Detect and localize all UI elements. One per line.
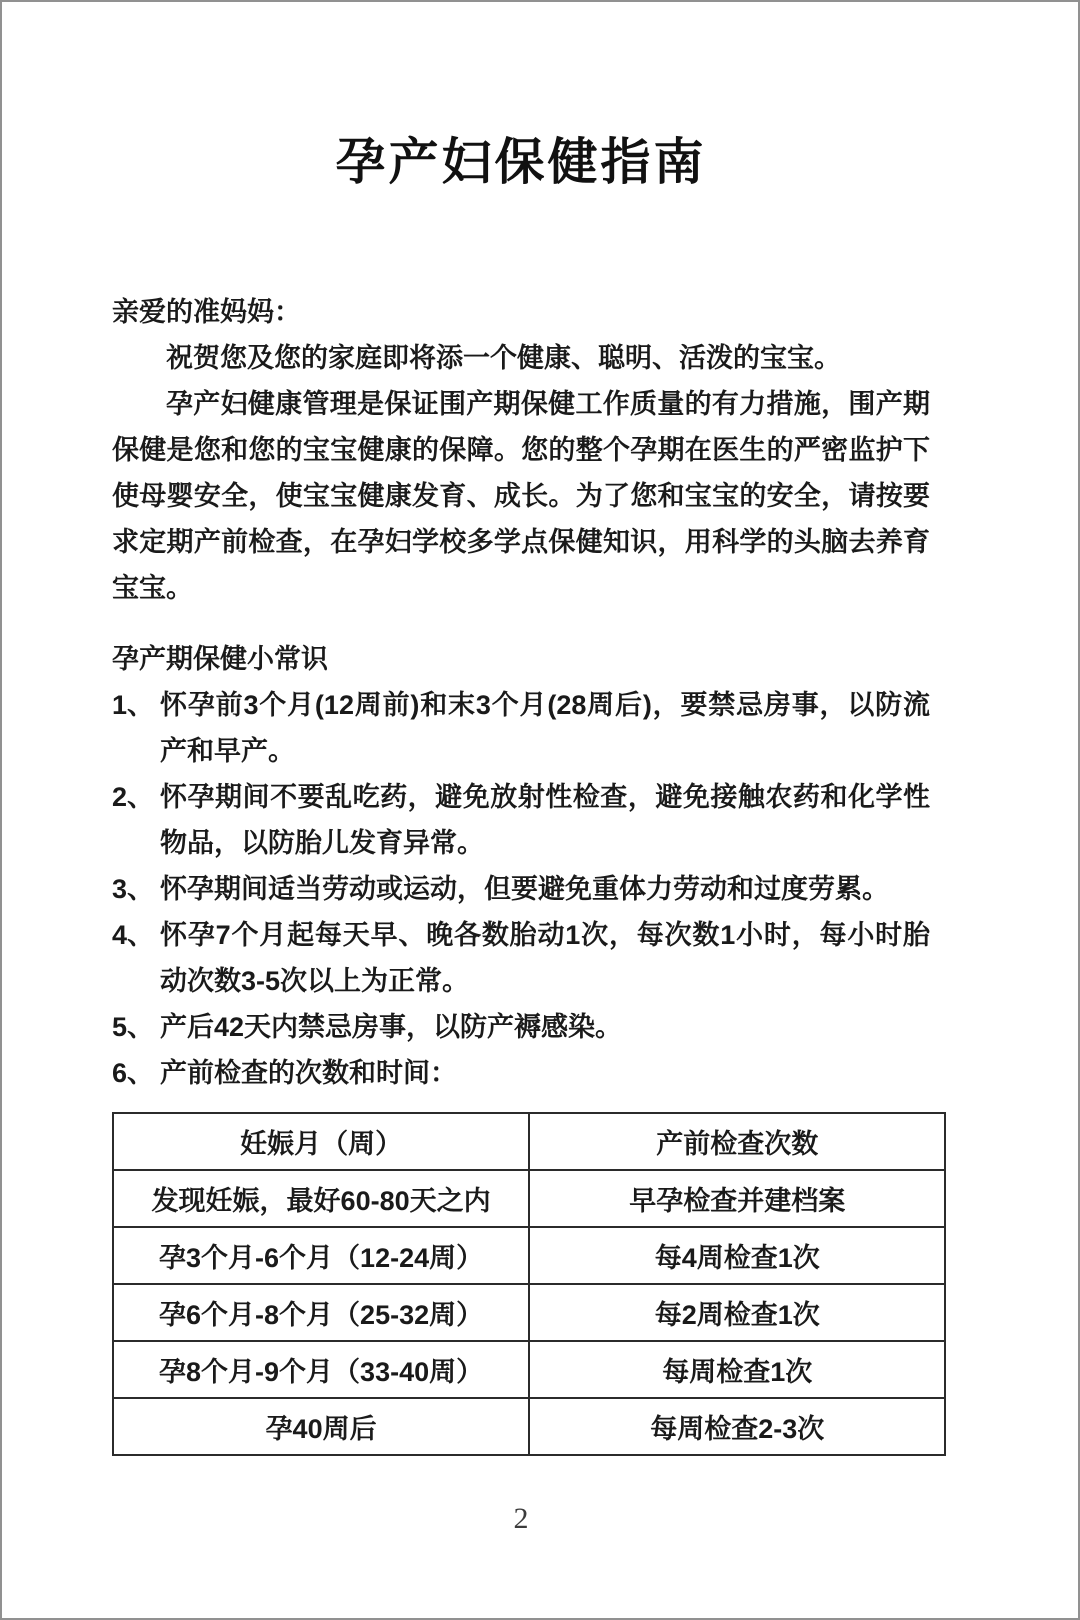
tip-item [112,866,930,912]
table-cell: 每周检查1次 [529,1341,945,1398]
tip-marker: 6、 [112,1058,155,1088]
page-title: 孕产妇保健指南 [335,134,707,190]
table-row [113,1284,945,1341]
table-cell: 孕3个月-6个月（12-24周） [113,1227,529,1284]
tips-list [112,682,930,1096]
table-cell: 每4周检查1次 [529,1227,945,1284]
schedule-table [112,1112,946,1456]
tip-item [112,1004,930,1050]
tip-text: 产前检查的次数和时间： [160,1058,457,1088]
table-header-cell-pregnancy-month: 妊娠月（周） [113,1113,529,1170]
tip-marker: 2、 [112,782,155,812]
table-row [113,1227,945,1284]
table-cell: 每周检查2-3次 [529,1398,945,1455]
tip-text: 产后42天内禁忌房事，以防产褥感染。 [160,1012,623,1042]
table-cell: 孕40周后 [113,1398,529,1455]
page-number: 2 [513,1502,529,1535]
table-header-row [113,1113,945,1170]
tip-text: 怀孕前3个月(12周前)和末3个月(28周后)，要禁忌房事，以防流产和早产。 [160,690,930,766]
salutation: 亲爱的准妈妈： [112,297,301,327]
tip-item [112,912,930,1004]
schedule-table-wrap [112,1112,930,1456]
table-cell: 孕6个月-8个月（25-32周） [113,1284,529,1341]
table-cell: 孕8个月-9个月（33-40周） [113,1341,529,1398]
table-row [113,1341,945,1398]
tips-heading: 孕产期保健小常识 [112,644,328,674]
intro-paragraph-2: 孕产妇健康管理是保证围产期保健工作质量的有力措施，围产期保健是您和您的宝宝健康的保障。您的整个孕期在医生的严密监护下使母婴安全，使宝宝健康发育、成长。为了您和宝宝的安全，请按要求定期产前检查，在孕妇学校多学点保健知识，用科学的头脑去养育宝宝。 [112,389,930,603]
tip-marker: 1、 [112,690,155,720]
tip-marker: 5、 [112,1012,155,1042]
tip-text: 怀孕期间不要乱吃药，避免放射性检查，避免接触农药和化学性物品，以防胎儿发育异常。 [160,782,930,858]
tip-marker: 3、 [112,874,155,904]
intro-paragraph-1: 祝贺您及您的家庭即将添一个健康、聪明、活泼的宝宝。 [166,343,841,373]
tip-item [112,682,930,774]
tip-text: 怀孕期间适当劳动或运动，但要避免重体力劳动和过度劳累。 [160,874,889,904]
tip-text: 怀孕7个月起每天早、晚各数胎动1次，每次数1小时，每小时胎动次数3-5次以上为正常。 [160,920,930,996]
table-cell: 发现妊娠，最好60-80天之内 [113,1170,529,1227]
tip-marker: 4、 [112,920,155,950]
table-row [113,1398,945,1455]
table-header-cell-checkup-count: 产前检查次数 [529,1113,945,1170]
page-content [2,2,1078,1536]
tip-item [112,1050,930,1096]
table-cell: 早孕检查并建档案 [529,1170,945,1227]
table-row [113,1170,945,1227]
tip-item [112,774,930,866]
table-cell: 每2周检查1次 [529,1284,945,1341]
